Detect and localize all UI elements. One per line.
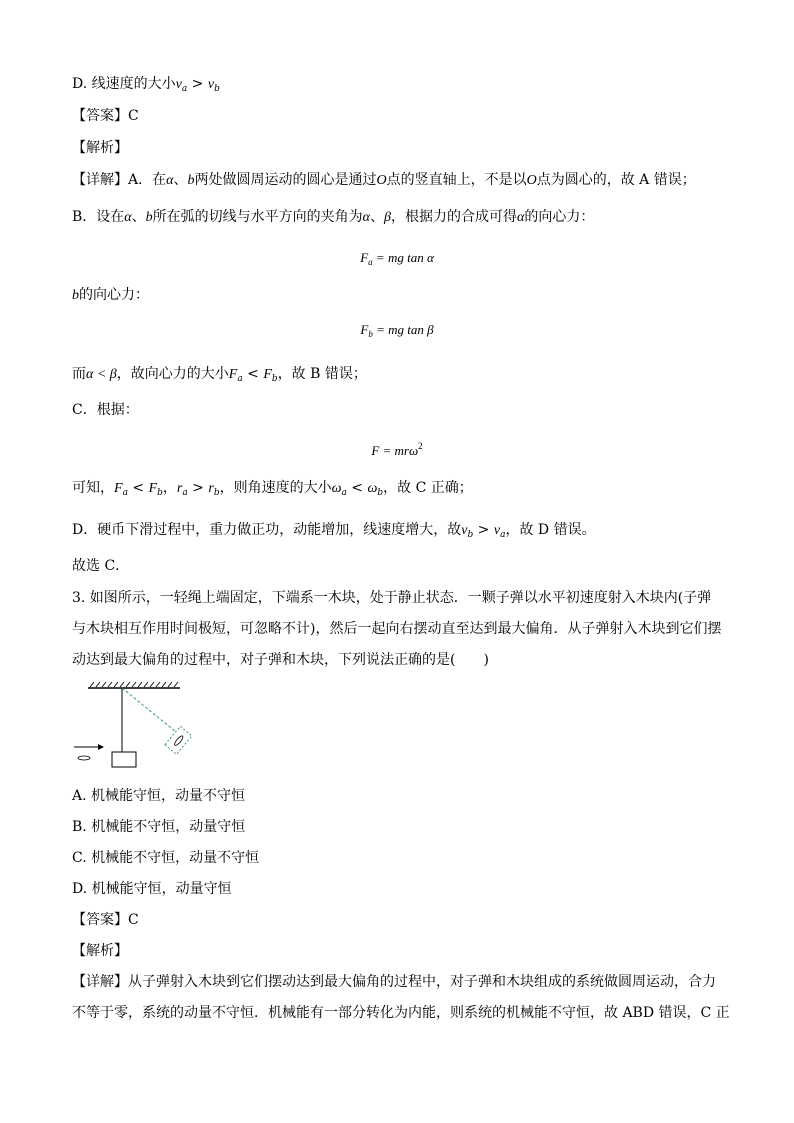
pendulum-diagram xyxy=(70,680,200,776)
q3-option-c: C. 机械能不守恒，动量不守恒 xyxy=(72,850,260,866)
answer-q2: 【答案】C xyxy=(72,108,139,124)
formula-f-mrw2: F = mrω$^2$ xyxy=(371,441,423,458)
d-line: D．硬币下滑过程中，重力做正功，动能增加，线速度增大，故$v_b > v_a$，故 D 错误。 xyxy=(72,522,596,540)
q3-stem-line-2: 与木块相互作用时间极短，可忽略不计)，然后一起向右摆动直至达到最大偏角．从子弹射入木块到它们摆 xyxy=(72,621,722,637)
q3-stem-line-3: 动达到最大偏角的过程中，对子弹和木块，下列说法正确的是( ) xyxy=(72,652,489,668)
q3-option-d: D. 机械能守恒，动量守恒 xyxy=(72,881,232,897)
ceiling xyxy=(88,682,180,688)
q3-detail-line-2: 不等于零，系统的动量不守恒．机械能有一部分转化为内能，则系统的机械能不守恒，故 ABD 错误，C 正 xyxy=(72,1005,730,1021)
b-centripetal-label: b的向心力： xyxy=(72,287,149,303)
choose-line-q2: 故选 C． xyxy=(72,558,130,574)
formula-fb: $F_b$ = mg tan β xyxy=(360,322,434,339)
wood-block xyxy=(112,752,136,767)
c-line: C．根据： xyxy=(72,402,139,418)
detail-b-line: B．设在α、b所在弧的切线与水平方向的夹角为α、β，根据力的合成可得α的向心力： xyxy=(72,209,595,225)
rope-dashed-swung xyxy=(122,688,176,732)
detail-a-line: 【详解】A．在α、b两处做圆周运动的圆心是通过O点的竖直轴上，不是以O点为圆心的，故 A 错误； xyxy=(72,172,696,188)
compare-line: 而α < β，故向心力的大小$F_a < F_b$，故 B 错误； xyxy=(72,366,367,384)
analysis-heading-q3: 【解析】 xyxy=(72,943,128,959)
bullet-arrow xyxy=(74,744,104,760)
answer-q3: 【答案】C xyxy=(72,912,139,928)
knows-line: 可知，$F_a < F_b$，$r_a > r_b$，则角速度的大小$\omega_a < \omega_b$，故 C 正确； xyxy=(72,480,473,498)
analysis-heading-q2: 【解析】 xyxy=(72,140,128,156)
option-d-q2: D. 线速度的大小$v_a > v_b$ xyxy=(72,76,220,94)
q3-option-b: B. 机械能不守恒，动量守恒 xyxy=(72,819,246,835)
formula-fa: $F_a$ = mg tan α xyxy=(360,250,434,267)
q3-detail-line-1: 【详解】从子弹射入木块到它们摆动达到最大偏角的过程中，对子弹和木块组成的系统做圆周运动，合力 xyxy=(72,974,716,990)
q3-stem-line-1: 3. 如图所示，一轻绳上端固定，下端系一木块，处于静止状态．一颗子弹以水平初速度射入木块内(子弹 xyxy=(72,590,712,606)
swung-block xyxy=(165,726,192,754)
bullet xyxy=(78,756,90,760)
q3-option-a: A. 机械能守恒，动量不守恒 xyxy=(72,788,246,804)
